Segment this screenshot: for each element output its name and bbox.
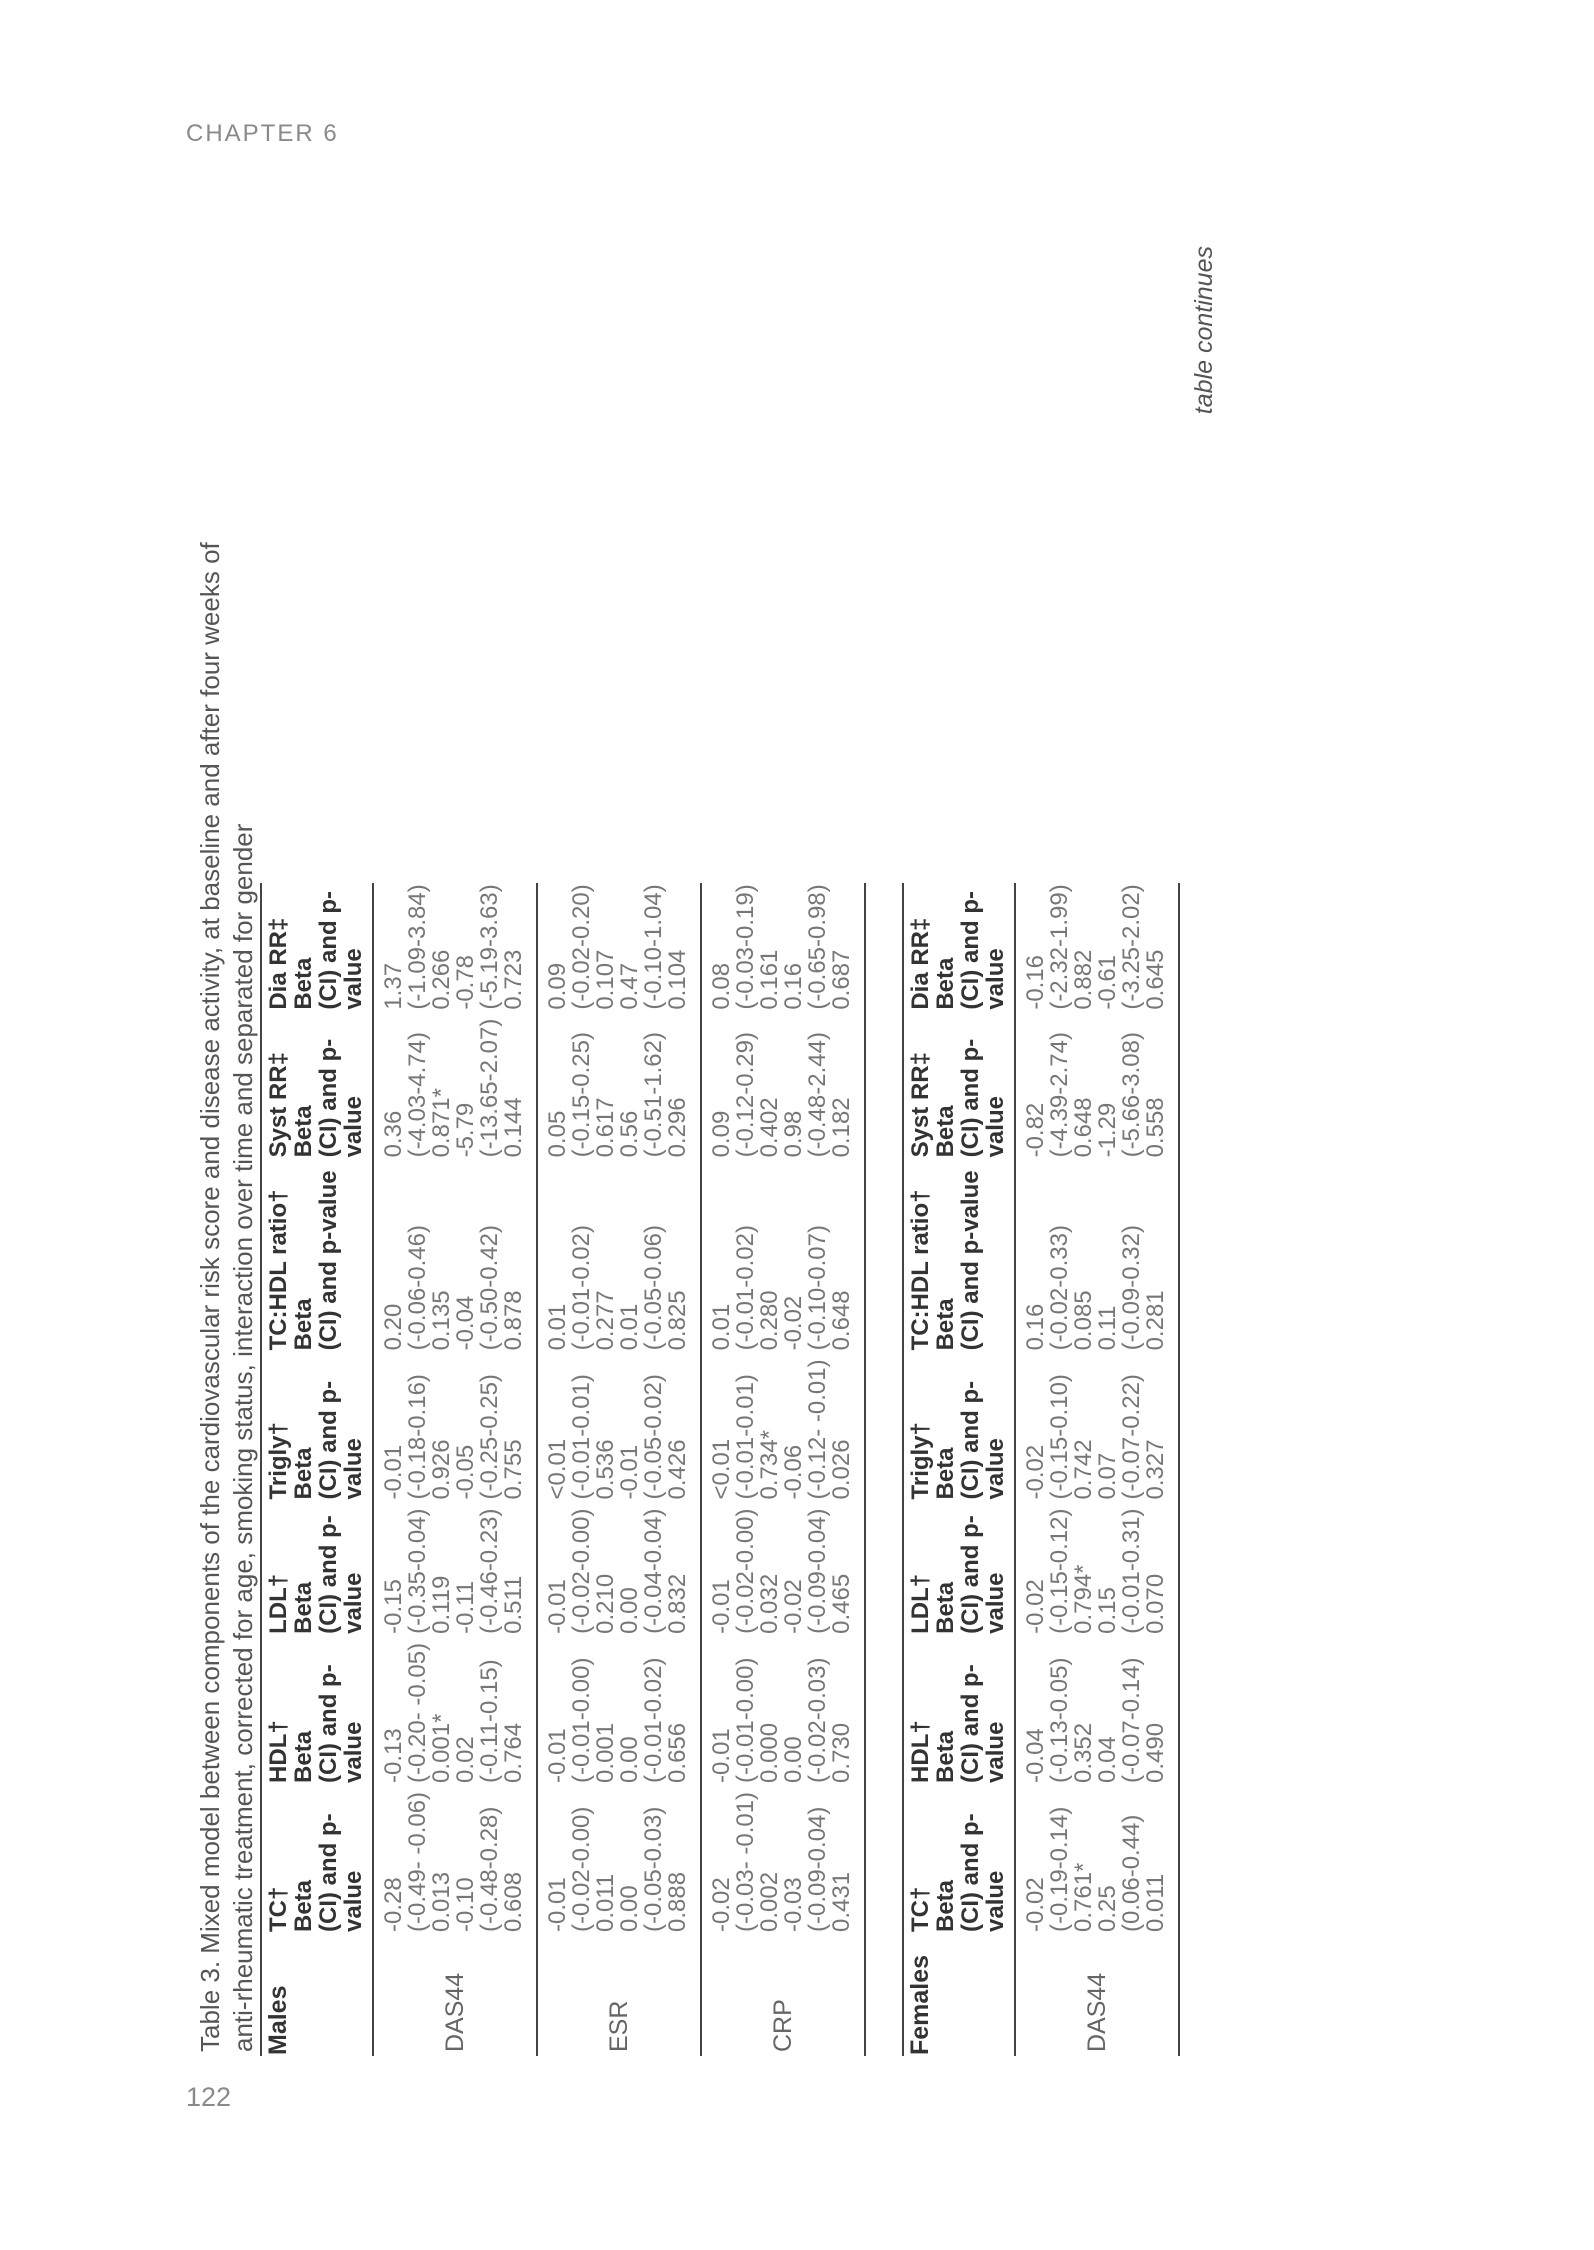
cell-value: 0.648 bbox=[828, 1290, 855, 1351]
cell-value: -0.05 bbox=[452, 1444, 479, 1500]
cell-value: (-0.48-0.28) bbox=[476, 1806, 503, 1932]
cell-value: 0.000 bbox=[756, 1722, 783, 1783]
column-header bbox=[261, 1018, 373, 1166]
cell-value: (-0.06-0.46) bbox=[404, 1225, 431, 1351]
table-cell bbox=[701, 1507, 865, 1641]
cell-value: 0.280 bbox=[756, 1290, 783, 1351]
cell-value: -0.03 bbox=[780, 1877, 807, 1932]
cell-value: (-0.50-0.42) bbox=[476, 1225, 503, 1351]
cell-value: 0.98 bbox=[780, 1110, 807, 1158]
cell-value: (-0.07-0.22) bbox=[1118, 1374, 1145, 1500]
cell-value: 0.764 bbox=[500, 1722, 527, 1783]
column-header bbox=[903, 1165, 1015, 1358]
cell-value: 0.617 bbox=[592, 1097, 619, 1158]
table-cell bbox=[373, 1165, 537, 1358]
cell-value: 0.05 bbox=[544, 1110, 571, 1158]
cell-value: (-0.11-0.15) bbox=[476, 1659, 503, 1783]
cell-value: (-3.25-2.02) bbox=[1118, 884, 1145, 1010]
column-header-name: HDL† bbox=[907, 1720, 934, 1783]
cell-value: (-0.10-1.04) bbox=[640, 884, 667, 1010]
cell-value: -0.01 bbox=[708, 1728, 735, 1783]
cell-value: (-4.03-4.74) bbox=[404, 1032, 431, 1158]
cell-value: 0.085 bbox=[1070, 1290, 1097, 1351]
table-caption bbox=[194, 244, 260, 2056]
group-title: Females bbox=[903, 1940, 1015, 2056]
cell-value: 0.656 bbox=[664, 1722, 691, 1783]
table-cell bbox=[701, 1791, 865, 1940]
cell-value: (-0.01-0.00) bbox=[732, 1657, 759, 1783]
table-cell bbox=[537, 1165, 701, 1358]
column-header bbox=[903, 883, 1015, 1017]
group-gap bbox=[865, 883, 903, 2056]
column-header bbox=[261, 1642, 373, 1791]
cell-value: (-0.01-0.02) bbox=[640, 1657, 667, 1783]
cell-value: (-0.19-0.14) bbox=[1046, 1806, 1073, 1932]
cell-value: (-5.66-3.08) bbox=[1118, 1032, 1145, 1158]
cell-value: 0.08 bbox=[708, 962, 735, 1010]
cell-value: 0.144 bbox=[500, 1097, 527, 1158]
cell-value: 0.00 bbox=[616, 1587, 643, 1634]
cell-value: (-0.02-0.00) bbox=[732, 1508, 759, 1634]
column-header-sub1: Beta bbox=[932, 1298, 959, 1351]
cell-value: 0.56 bbox=[616, 1110, 643, 1158]
chapter-label: CHAPTER 6 bbox=[186, 120, 339, 147]
cell-value: -0.82 bbox=[1022, 1102, 1049, 1158]
cell-value: 1.37 bbox=[380, 962, 407, 1010]
cell-value: (-0.03- -0.01) bbox=[732, 1791, 759, 1932]
column-header-sub2: (CI) and p-value bbox=[315, 1664, 367, 1783]
table-cell bbox=[1015, 1165, 1179, 1358]
cell-value: (-0.49- -0.06) bbox=[404, 1791, 431, 1932]
cell-value: (-0.46-0.23) bbox=[476, 1508, 503, 1634]
cell-value: 0.645 bbox=[1142, 949, 1169, 1010]
cell-value: 0.104 bbox=[664, 949, 691, 1010]
cell-value: (-0.09-0.32) bbox=[1118, 1225, 1145, 1351]
row-label: DAS44 bbox=[1015, 1940, 1179, 2056]
cell-value: 0.07 bbox=[1094, 1452, 1121, 1500]
table-cell bbox=[701, 1358, 865, 1507]
cell-value: (-0.02-0.33) bbox=[1046, 1225, 1073, 1351]
cell-value: 0.426 bbox=[664, 1439, 691, 1500]
cell-value: -0.02 bbox=[1022, 1877, 1049, 1932]
table-row bbox=[701, 883, 865, 2056]
cell-value: 0.742 bbox=[1070, 1439, 1097, 1500]
cell-value: 0.070 bbox=[1142, 1573, 1169, 1634]
cell-value: 0.16 bbox=[1022, 1303, 1049, 1351]
column-header-sub1: Beta bbox=[932, 1879, 959, 1932]
cell-value: 0.558 bbox=[1142, 1097, 1169, 1158]
cell-value: (0.06-0.44) bbox=[1118, 1814, 1145, 1932]
column-header-name: Trigly† bbox=[907, 1422, 934, 1500]
cell-value: 0.490 bbox=[1142, 1722, 1169, 1783]
cell-value: 0.00 bbox=[616, 1736, 643, 1783]
cell-value: 0.026 bbox=[828, 1439, 855, 1500]
cell-value: 0.296 bbox=[664, 1097, 691, 1158]
cell-value: (-0.10-0.07) bbox=[804, 1225, 831, 1351]
column-header-sub2: (CI) and p-value bbox=[315, 1038, 367, 1158]
page-number: 122 bbox=[186, 2082, 232, 2112]
column-header-sub2: (CI) and p-value bbox=[315, 1813, 367, 1932]
cell-value: (-0.01-0.01) bbox=[568, 1374, 595, 1500]
cell-value: 0.119 bbox=[428, 1575, 455, 1634]
column-header-sub1: Beta bbox=[290, 1298, 317, 1351]
cell-value: 0.107 bbox=[592, 949, 619, 1010]
cell-value: 0.161 bbox=[756, 949, 783, 1010]
cell-value: -0.01 bbox=[616, 1444, 643, 1500]
column-header-sub2: (CI) and p-value bbox=[315, 1515, 367, 1634]
cell-value: 0.888 bbox=[664, 1871, 691, 1932]
cell-value: -0.15 bbox=[380, 1579, 407, 1634]
cell-value: (-0.12- -0.01) bbox=[804, 1359, 831, 1500]
column-header-name: LDL† bbox=[265, 1573, 292, 1634]
table-cell bbox=[537, 1642, 701, 1791]
cell-value: 0.001* bbox=[428, 1713, 455, 1783]
cell-value: -0.13 bbox=[380, 1728, 407, 1783]
cell-value: 0.01 bbox=[544, 1303, 571, 1351]
cell-value: (-4.39-2.74) bbox=[1046, 1032, 1073, 1158]
cell-value: 0.25 bbox=[1094, 1885, 1121, 1932]
cell-value: 0.723 bbox=[500, 949, 527, 1010]
table-cell bbox=[373, 1507, 537, 1641]
cell-value: 0.832 bbox=[664, 1573, 691, 1634]
cell-value: 0.16 bbox=[780, 962, 807, 1010]
column-header-sub2: (CI) and p-value bbox=[315, 1380, 367, 1500]
cell-value: -0.16 bbox=[1022, 954, 1049, 1010]
cell-value: 0.431 bbox=[828, 1871, 855, 1932]
column-header bbox=[903, 1507, 1015, 1641]
table-cell bbox=[1015, 1358, 1179, 1507]
column-header-sub2: (CI) and p-value bbox=[957, 1515, 1009, 1634]
cell-value: (-0.01-0.01) bbox=[732, 1374, 759, 1500]
table-cell bbox=[701, 1642, 865, 1791]
cell-value: (-13.65-2.07) bbox=[476, 1018, 503, 1158]
cell-value: 0.794* bbox=[1070, 1564, 1097, 1634]
cell-value: (-0.01-0.31) bbox=[1118, 1508, 1145, 1634]
column-header bbox=[261, 1358, 373, 1507]
cell-value: -0.02 bbox=[780, 1295, 807, 1351]
column-header-name: Dia RR‡ bbox=[265, 917, 292, 1010]
cell-value: 0.00 bbox=[616, 1885, 643, 1932]
table-row bbox=[373, 883, 537, 2056]
cell-value: 0.36 bbox=[380, 1110, 407, 1158]
caption-line-2: anti-rheumatic treatment, corrected for age, smoking status, interaction over time and separated for gender bbox=[228, 823, 258, 2052]
cell-value: (-0.18-0.16) bbox=[404, 1374, 431, 1500]
column-header-sub1: Beta bbox=[932, 1105, 959, 1158]
column-header-sub2: (CI) and p-value bbox=[957, 1380, 1009, 1500]
cell-value: -0.02 bbox=[1022, 1444, 1049, 1500]
cell-value: -0.02 bbox=[1022, 1579, 1049, 1634]
table-cell bbox=[373, 1642, 537, 1791]
cell-value: 0.648 bbox=[1070, 1097, 1097, 1158]
cell-value: 0.825 bbox=[664, 1290, 691, 1351]
column-header-sub1: Beta bbox=[290, 1581, 317, 1634]
cell-value: 0.09 bbox=[544, 962, 571, 1010]
cell-value: (-5.19-3.63) bbox=[476, 884, 503, 1010]
cell-value: (-0.09-0.04) bbox=[804, 1508, 831, 1634]
cell-value: 0.402 bbox=[756, 1097, 783, 1158]
cell-value: 0.01 bbox=[708, 1303, 735, 1351]
column-header-name: TC† bbox=[265, 1886, 292, 1932]
column-header-name: TC† bbox=[907, 1886, 934, 1932]
column-header-name: HDL† bbox=[265, 1720, 292, 1783]
cell-value: -0.01 bbox=[544, 1579, 571, 1634]
table-cell bbox=[701, 883, 865, 1017]
column-header-sub1: Beta bbox=[932, 1730, 959, 1783]
table-cell bbox=[1015, 883, 1179, 1017]
table-cell bbox=[537, 1507, 701, 1641]
cell-value: (-0.01-0.02) bbox=[568, 1225, 595, 1351]
table-cell bbox=[373, 1791, 537, 1940]
column-header bbox=[261, 1791, 373, 1940]
cell-value: (-0.48-2.44) bbox=[804, 1032, 831, 1158]
column-header-sub2: (CI) and p-value bbox=[957, 1813, 1009, 1932]
column-header bbox=[261, 1165, 373, 1358]
column-header bbox=[261, 1507, 373, 1641]
cell-value: (-0.02-0.03) bbox=[804, 1657, 831, 1783]
cell-value: (-0.05-0.06) bbox=[640, 1225, 667, 1351]
column-header-sub2: (CI) and p-value bbox=[315, 891, 367, 1010]
cell-value: 0.135 bbox=[428, 1290, 455, 1351]
table-continues-note: table continues bbox=[1190, 246, 1218, 415]
table-cell bbox=[537, 1018, 701, 1166]
cell-value: 0.277 bbox=[592, 1290, 619, 1351]
column-header bbox=[903, 1018, 1015, 1166]
cell-value: 0.687 bbox=[828, 949, 855, 1010]
cell-value: -0.06 bbox=[780, 1444, 807, 1500]
table-cell bbox=[701, 1165, 865, 1358]
column-header bbox=[903, 1791, 1015, 1940]
group-title: Males bbox=[261, 1940, 373, 2056]
row-label: DAS44 bbox=[373, 1940, 537, 2056]
column-header-name: Dia RR‡ bbox=[907, 917, 934, 1010]
cell-value: -0.61 bbox=[1094, 954, 1121, 1010]
column-header-name: Syst RR‡ bbox=[265, 1052, 292, 1158]
table-cell bbox=[373, 1018, 537, 1166]
cell-value: 0.20 bbox=[380, 1303, 407, 1351]
cell-value: 0.182 bbox=[828, 1097, 855, 1158]
cell-value: 0.00 bbox=[780, 1736, 807, 1783]
cell-value: (-0.05-0.03) bbox=[640, 1806, 667, 1932]
cell-value: -0.01 bbox=[708, 1579, 735, 1634]
cell-value: -0.78 bbox=[452, 954, 479, 1010]
cell-value: 0.04 bbox=[1094, 1736, 1121, 1783]
cell-value: (-0.15-0.12) bbox=[1046, 1508, 1073, 1634]
cell-value: <0.01 bbox=[544, 1438, 571, 1500]
cell-value: (-0.20- -0.05) bbox=[404, 1642, 431, 1783]
cell-value: (-0.51-1.62) bbox=[640, 1032, 667, 1158]
column-header-sub2: (CI) and p-value bbox=[315, 1170, 342, 1351]
row-label: ESR bbox=[537, 1940, 701, 2056]
cell-value: 0.47 bbox=[616, 962, 643, 1010]
cell-value: 0.01 bbox=[616, 1303, 643, 1351]
column-header-sub1: Beta bbox=[932, 957, 959, 1010]
table-cell bbox=[701, 1018, 865, 1166]
cell-value: (-0.25-0.25) bbox=[476, 1374, 503, 1500]
cell-value: (-1.09-3.84) bbox=[404, 884, 431, 1010]
cell-value: -0.01 bbox=[380, 1444, 407, 1500]
column-header-sub1: Beta bbox=[932, 1581, 959, 1634]
cell-value: -0.01 bbox=[544, 1877, 571, 1932]
cell-value: 0.09 bbox=[708, 1110, 735, 1158]
table-cell bbox=[537, 1791, 701, 1940]
column-header-name: Trigly† bbox=[265, 1422, 292, 1500]
cell-value: 0.755 bbox=[500, 1439, 527, 1500]
cell-value: 0.002 bbox=[756, 1871, 783, 1932]
cell-value: 0.882 bbox=[1070, 949, 1097, 1010]
column-header bbox=[903, 1358, 1015, 1507]
cell-value: 0.608 bbox=[500, 1871, 527, 1932]
cell-value: -0.02 bbox=[780, 1579, 807, 1634]
column-header-sub1: Beta bbox=[290, 1879, 317, 1932]
cell-value: -0.11 bbox=[452, 1580, 479, 1634]
column-header-sub1: Beta bbox=[290, 1447, 317, 1500]
column-header-sub2: (CI) and p-value bbox=[957, 1038, 1009, 1158]
table-row bbox=[1015, 883, 1179, 2056]
cell-value: 0.536 bbox=[592, 1439, 619, 1500]
cell-value: (-0.07-0.14) bbox=[1118, 1657, 1145, 1783]
rotated-table-block bbox=[194, 244, 1406, 2056]
cell-value: -0.01 bbox=[544, 1728, 571, 1783]
cell-value: 0.730 bbox=[828, 1722, 855, 1783]
table-cell bbox=[1015, 1018, 1179, 1166]
group-header-row bbox=[903, 883, 1015, 2056]
cell-value: 0.352 bbox=[1070, 1722, 1097, 1783]
column-header-sub1: Beta bbox=[290, 1105, 317, 1158]
table-cell bbox=[1015, 1791, 1179, 1940]
column-header-sub1: Beta bbox=[932, 1447, 959, 1500]
column-header bbox=[261, 883, 373, 1017]
column-header-sub1: Beta bbox=[290, 957, 317, 1010]
column-header-sub2: (CI) and p-value bbox=[957, 1170, 984, 1351]
cell-value: (-0.01-0.02) bbox=[732, 1225, 759, 1351]
cell-value: 0.02 bbox=[452, 1736, 479, 1783]
cell-value: 0.761* bbox=[1070, 1862, 1097, 1932]
cell-value: (-0.04-0.04) bbox=[640, 1508, 667, 1634]
cell-value: 0.266 bbox=[428, 949, 455, 1010]
table-cell bbox=[373, 883, 537, 1017]
cell-value: (-0.35-0.04) bbox=[404, 1508, 431, 1634]
cell-value: (-0.01-0.00) bbox=[568, 1657, 595, 1783]
table-cell bbox=[373, 1358, 537, 1507]
row-label: CRP bbox=[701, 1940, 865, 2056]
table-cell bbox=[537, 1358, 701, 1507]
column-header-name: LDL† bbox=[907, 1573, 934, 1634]
cell-value: 0.871* bbox=[428, 1088, 455, 1158]
column-header-sub2: (CI) and p-value bbox=[957, 891, 1009, 1010]
cell-value: 0.210 bbox=[592, 1573, 619, 1634]
cell-value: (-0.15-0.25) bbox=[568, 1032, 595, 1158]
table-cell bbox=[1015, 1507, 1179, 1641]
cell-value: 0.032 bbox=[756, 1573, 783, 1634]
cell-value: 0.327 bbox=[1142, 1439, 1169, 1500]
cell-value: (-0.13-0.05) bbox=[1046, 1657, 1073, 1783]
results-table bbox=[260, 883, 1180, 2056]
caption-line-1: Table 3. Mixed model between components of the cardiovascular risk score and disease activity, at baseline and after four weeks of bbox=[195, 542, 225, 2052]
column-header-sub1: Beta bbox=[290, 1730, 317, 1783]
cell-value: -0.04 bbox=[1022, 1728, 1049, 1783]
column-header-name: TC:HDL ratio† bbox=[907, 1189, 934, 1351]
column-header bbox=[903, 1642, 1015, 1791]
cell-value: 0.511 bbox=[500, 1575, 527, 1634]
cell-value: -0.04 bbox=[452, 1295, 479, 1351]
cell-value: (-0.02-0.00) bbox=[568, 1508, 595, 1634]
column-header-name: Syst RR‡ bbox=[907, 1052, 934, 1158]
table-row bbox=[537, 883, 701, 2056]
cell-value: 0.013 bbox=[428, 1871, 455, 1932]
cell-value: (-2.32-1.99) bbox=[1046, 884, 1073, 1010]
table-cell bbox=[537, 883, 701, 1017]
cell-value: 0.011 bbox=[592, 1873, 619, 1932]
cell-value: (-0.05-0.02) bbox=[640, 1374, 667, 1500]
table-cell bbox=[1015, 1642, 1179, 1791]
cell-value: 0.15 bbox=[1094, 1587, 1121, 1634]
cell-value: -5.79 bbox=[452, 1102, 479, 1158]
cell-value: (-0.03-0.19) bbox=[732, 884, 759, 1010]
cell-value: 0.011 bbox=[1142, 1873, 1169, 1932]
cell-value: -0.02 bbox=[708, 1877, 735, 1932]
cell-value: -1.29 bbox=[1094, 1102, 1121, 1158]
cell-value: -0.28 bbox=[380, 1877, 407, 1932]
cell-value: (-0.02-0.20) bbox=[568, 884, 595, 1010]
cell-value: 0.001 bbox=[592, 1722, 619, 1783]
column-header-sub2: (CI) and p-value bbox=[957, 1664, 1009, 1783]
cell-value: 0.281 bbox=[1142, 1290, 1169, 1351]
cell-value: (-0.09-0.04) bbox=[804, 1806, 831, 1932]
cell-value: (-0.65-0.98) bbox=[804, 884, 831, 1010]
cell-value: 0.734* bbox=[756, 1430, 783, 1500]
group-header-row bbox=[261, 883, 373, 2056]
cell-value: (-0.02-0.00) bbox=[568, 1806, 595, 1932]
cell-value: (-0.15-0.10) bbox=[1046, 1374, 1073, 1500]
cell-value: 0.926 bbox=[428, 1439, 455, 1500]
column-header-name: TC:HDL ratio† bbox=[265, 1189, 292, 1351]
cell-value: (-0.12-0.29) bbox=[732, 1032, 759, 1158]
cell-value: <0.01 bbox=[708, 1438, 735, 1500]
cell-value: 0.878 bbox=[500, 1290, 527, 1351]
cell-value: -0.10 bbox=[452, 1877, 479, 1932]
cell-value: 0.465 bbox=[828, 1573, 855, 1634]
cell-value: 0.11 bbox=[1094, 1305, 1121, 1351]
